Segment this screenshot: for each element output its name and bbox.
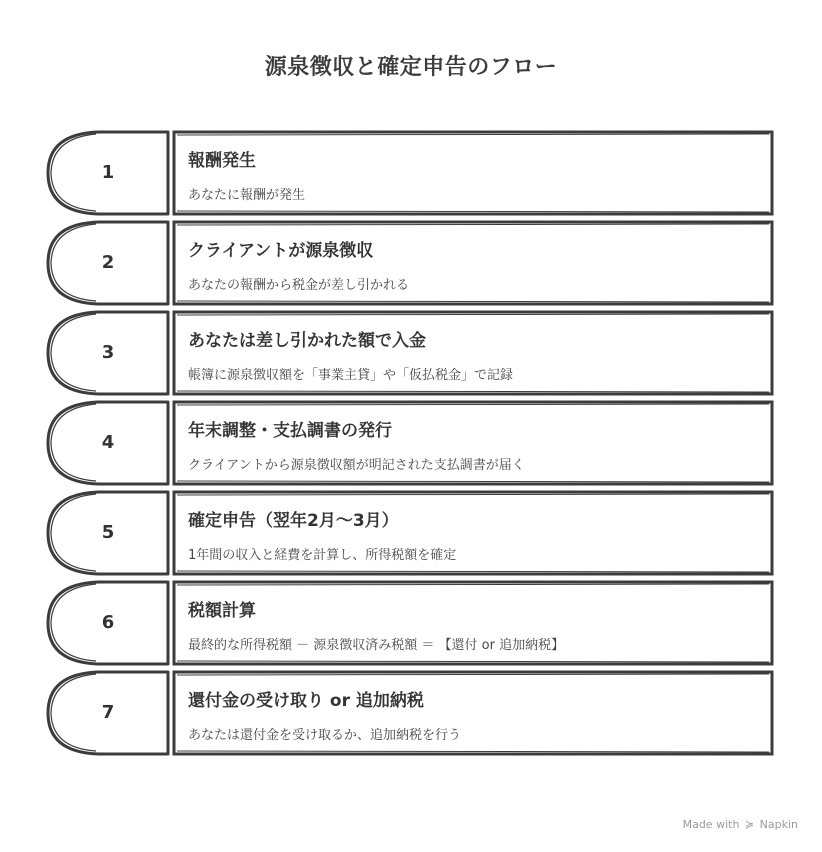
made-with-footer [683,818,798,831]
step-number-tab [46,220,170,306]
step-6 [46,580,776,666]
step-number: 5 [101,522,115,543]
step-content-box [172,670,774,756]
step-title: 年末調整・支払調書の発行 [188,421,392,441]
step-title: 税額計算 [188,601,256,621]
step-title: クライアントが源泉徴収 [188,241,374,261]
step-content-box [172,220,774,306]
step-number-tab [46,670,170,756]
step-number-tab [46,490,170,576]
napkin-logo-icon: ≽ [744,818,755,831]
step-number: 3 [101,342,115,363]
step-content-box [172,130,774,216]
step-number-tab [46,130,170,216]
step-content-box [172,400,774,486]
step-description: 最終的な所得税額 － 源泉徴収済み税額 ＝ 【還付 or 追加納税】 [188,638,565,653]
step-2 [46,220,776,306]
step-description: あなたは還付金を受け取るか、追加納税を行う [188,728,462,743]
step-content-box [172,580,774,666]
step-title: 確定申告（翌年2月〜3月） [188,511,399,531]
step-5 [46,490,776,576]
step-description: 帳簿に源泉徴収額を「事業主貸」や「仮払税金」で記録 [188,368,514,383]
step-number-tab [46,400,170,486]
step-list [46,130,776,760]
step-number: 2 [101,252,115,273]
step-3 [46,310,776,396]
step-content-box [172,310,774,396]
step-title: 報酬発生 [188,151,256,171]
step-4 [46,400,776,486]
brand-name: Napkin [759,818,798,831]
step-number: 1 [101,162,115,183]
step-1 [46,130,776,216]
step-content-box [172,490,774,576]
step-description: あなたの報酬から税金が差し引かれる [188,278,410,293]
step-number-tab [46,580,170,666]
step-7 [46,670,776,756]
step-title: 還付金の受け取り or 追加納税 [188,691,424,711]
made-with-label: Made with [682,818,740,831]
step-number-tab [46,310,170,396]
step-number: 7 [101,702,115,723]
step-title: あなたは差し引かれた額で入金 [188,331,426,351]
step-number: 6 [101,612,115,633]
diagram-title: 源泉徴収と確定申告のフロー [264,55,558,80]
step-number: 4 [101,432,115,453]
step-description: 1年間の収入と経費を計算し、所得税額を確定 [188,548,457,563]
step-description: あなたに報酬が発生 [188,188,306,203]
step-description: クライアントから源泉徴収額が明記された支払調書が届く [188,458,525,473]
